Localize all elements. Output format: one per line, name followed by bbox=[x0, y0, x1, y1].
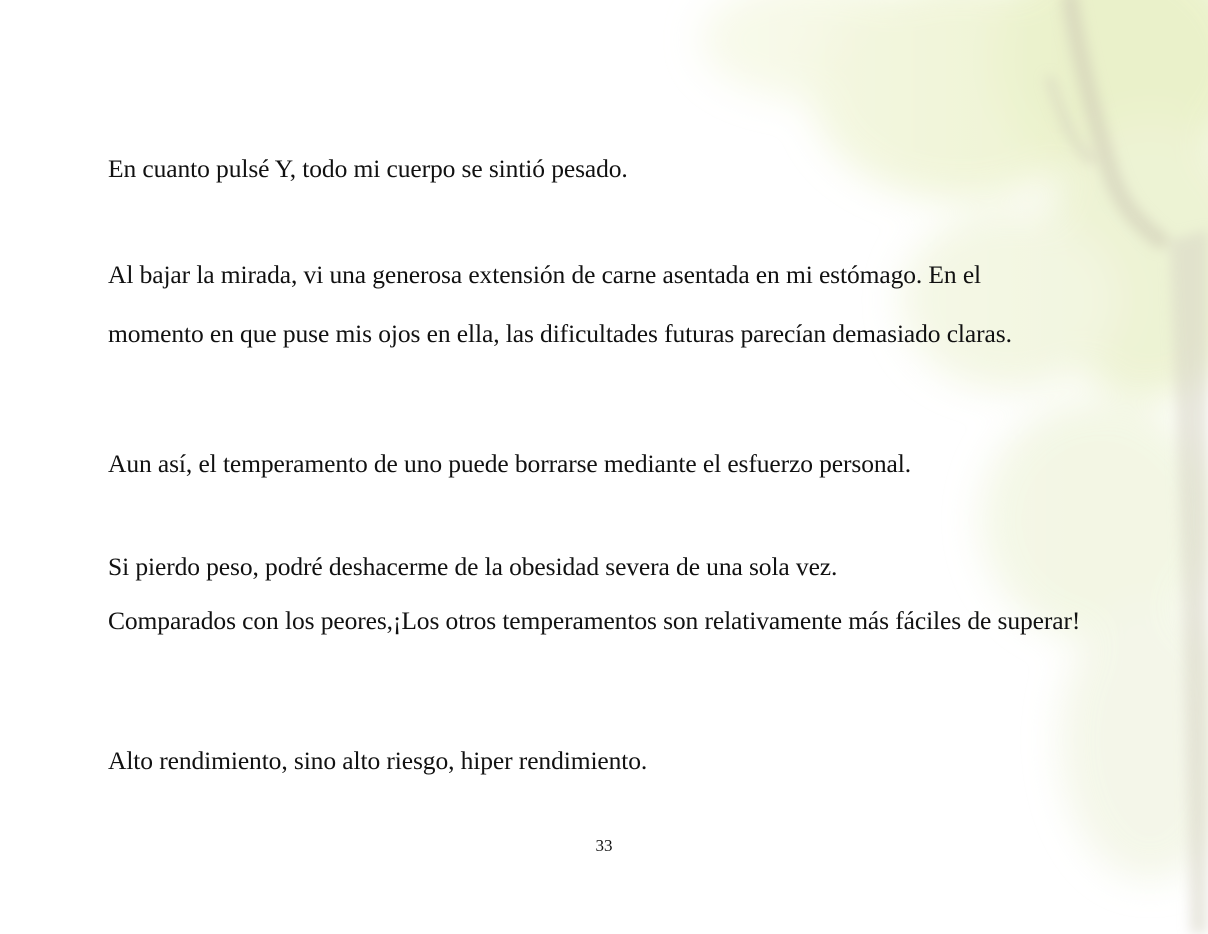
paragraph-2-line-2: momento en que puse mis ojos en ella, las dificultades futuras parecían demasiado claras. bbox=[108, 319, 1012, 348]
paragraph-3: Aun así, el temperamento de uno puede borrarse mediante el esfuerzo personal. bbox=[108, 449, 912, 478]
paragraph-2-line-1: Al bajar la mirada, vi una generosa extensión de carne asentada en mi estómago. En el bbox=[108, 260, 982, 289]
page-number: 33 bbox=[595, 836, 613, 855]
paragraph-6: Alto rendimiento, sino alto riesgo, hiper rendimiento. bbox=[108, 746, 648, 775]
paragraph-4: Si pierdo peso, podré deshacerme de la obesidad severa de una sola vez. bbox=[108, 552, 838, 581]
paragraph-1: En cuanto pulsé Y, todo mi cuerpo se sintió pesado. bbox=[108, 154, 628, 183]
paragraph-5: Comparados con los peores,¡Los otros temperamentos son relativamente más fáciles de superar! bbox=[108, 606, 1081, 635]
